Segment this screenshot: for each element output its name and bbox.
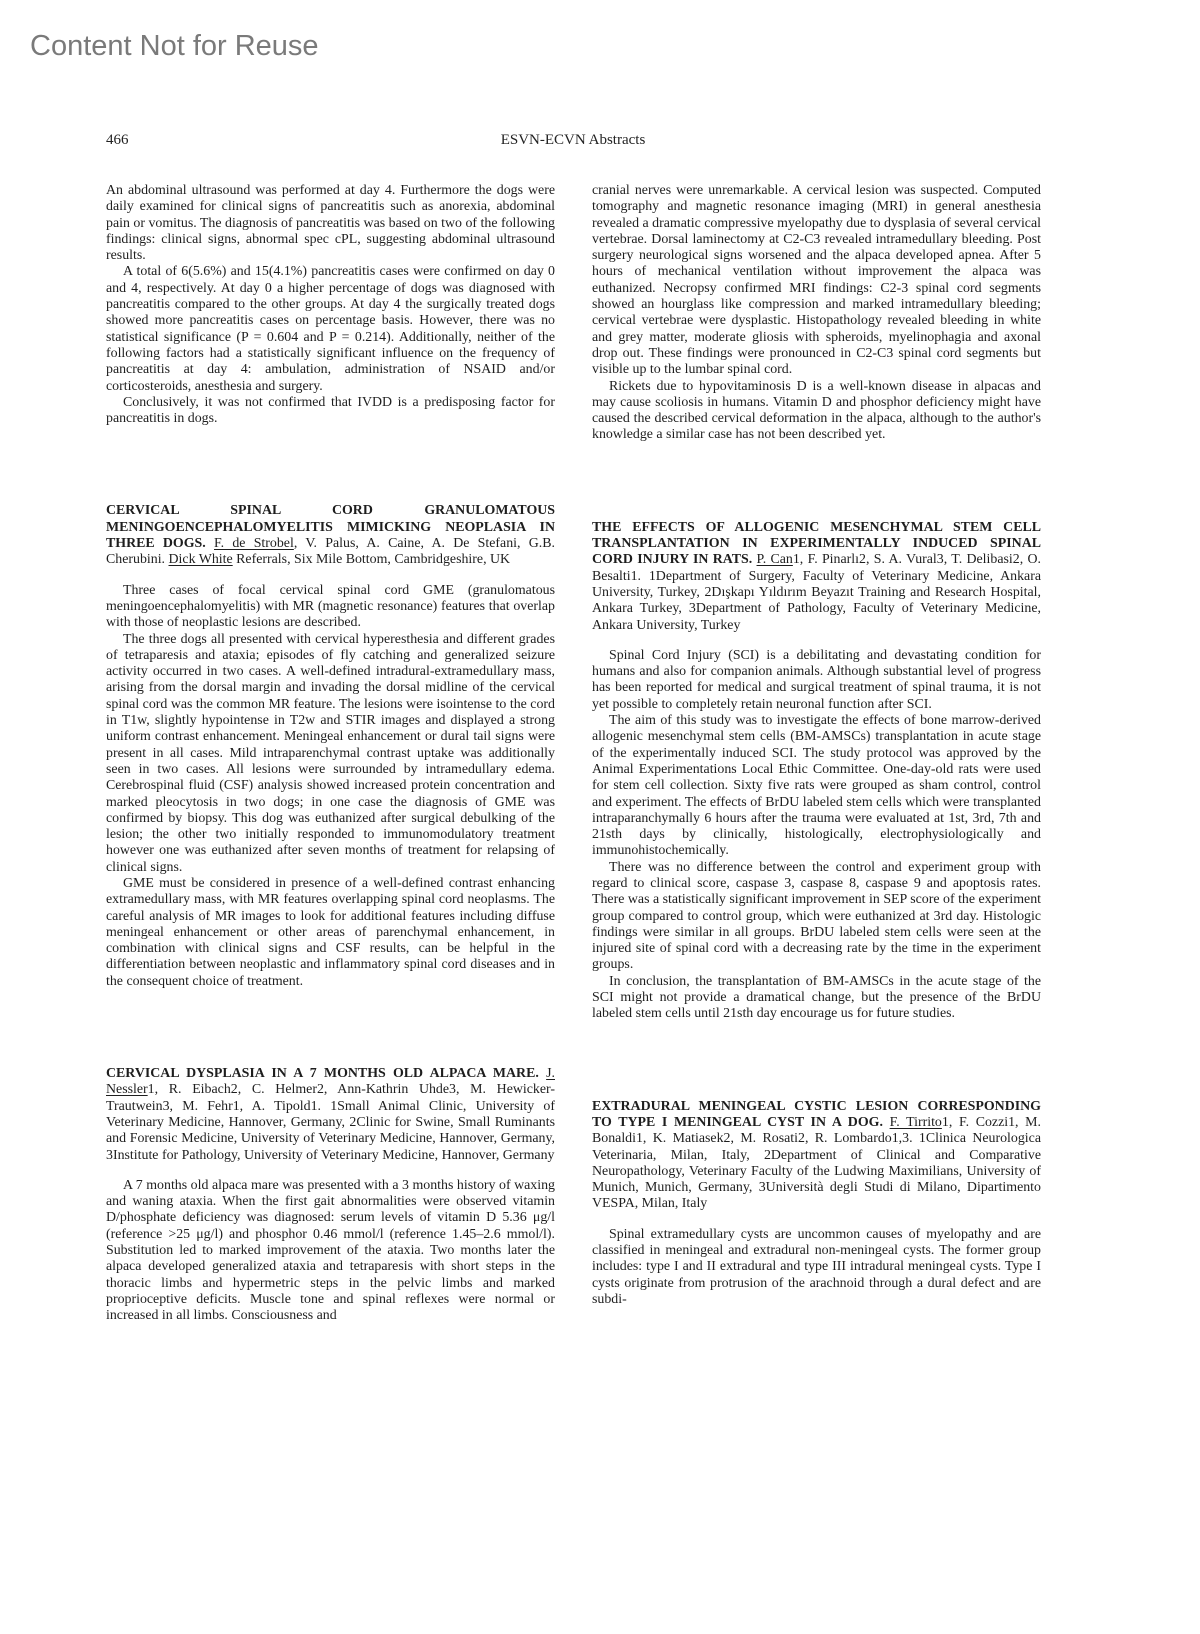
presenting-author: P. Can: [756, 552, 793, 568]
presenting-author: F. de Strobel: [214, 536, 294, 552]
right-column: [592, 183, 1041, 1308]
body-paragraph: A 7 months old alpaca mare was presented with a 3 months history of waxing and waning ataxia. When the first gait abnormalities were observed vitamin D/phosphate deficiency was diagnosed: serum levels of vitamin D 5.36 μg/l (reference >25 μg/l) and phosphor 0.46 mmol/l (reference 1.45–2.6 mmol/l). Substitution led to marked improvement of the ataxia. Two months later the alpaca developed generalized ataxia and tetraparesis with short steps in the thoracic limbs and hypermetric steps in the pelvic limbs and marked proprioceptive deficits. Muscle tone and spinal reflexes were normal or increased in all limbs. Consciousness and: [106, 1177, 555, 1324]
journal-title: ESVN-ECVN Abstracts: [500, 132, 646, 148]
author-list: , V. Palus, A. Caine, A. De Stefani, G.B. Cherubini.: [106, 536, 555, 568]
presenting-author: J. Nessler: [106, 1066, 555, 1098]
abstract-title: THE EFFECTS OF ALLOGENIC MESENCHYMAL STEM CELL TRANSPLANTATION IN EXPERIMENTALLY INDUCED SPINAL CORD INJURY IN RATS.: [592, 519, 1041, 568]
body-paragraph: There was no difference between the control and experiment group with regard to clinical score, caspase 3, caspase 8, caspase 9 and apoptosis rates. There was a statistically significant improvement in SEP score of the experiment group compared to control group, which were euthanized at 3rd day. Histologic findings were similar in all groups. BrDU labeled stem cells were seen at the injured site of spinal cord with a decreasing rate by the time in the experiment groups.: [592, 859, 1041, 973]
author-list: 1, R. Eibach2, C. Helmer2, Ann-Kathrin Uhde3, M. Hewicker-Trautwein3, M. Fehr1, A. Tipold1. 1Small Animal Clinic, University of Veterinary Medicine, Hannover, Germany, 2Clinic for Swine, Small Ruminants and Forensic Medicine, University of Veterinary Medicine, Hannover, Germany, 3Institute for Pathology, University of Veterinary Medicine, Hannover, Germany: [106, 1082, 555, 1163]
running-header: [106, 132, 1040, 152]
body-paragraph: A total of 6(5.6%) and 15(4.1%) pancreatitis cases were confirmed on day 0 and 4, respectively. At day 0 a higher percentage of dogs was diagnosed with pancreatitis compared to the other groups. At day 4 the surgically treated dogs showed more pancreatitis cases on percentage basis. However, there was no statistical significance (P = 0.604 and P = 0.214). Additionally, neither of the following factors had a statistically significant influence on the frequency of pancreatitis at day 4: ambulation, administration of NSAID and/or corticosteroids, anesthesia and surgery.: [106, 264, 555, 394]
body-paragraph: The aim of this study was to investigate the effects of bone marrow-derived allogenic mesenchymal stem cells (BM-AMSCs) transplantation in acute stage of the experimentally induced SCI. The study protocol was approved by the Animal Experimentations Local Ethic Committee. One-day-old rats were used for stem cell collection. Sixty five rats were grouped as sham control, control and experiment. The effects of BrDU labeled stem cells which were transplanted intraparanchymally 6 hours after the trauma were evaluated at 1st, 3rd, 7th and 21sth days by clinically, histologically, electrophysiologically and immunohistochemically.: [592, 713, 1041, 859]
abstract-title: CERVICAL DYSPLASIA IN A 7 MONTHS OLD ALPACA MARE.: [106, 1066, 539, 1082]
abstract-title: CERVICAL SPINAL CORD GRANULOMATOUS MENINGOENCEPHALOMYELITIS MIMICKING NEOPLASIA IN THREE DOGS.: [106, 503, 555, 552]
abstract-title: EXTRADURAL MENINGEAL CYSTIC LESION CORRESPONDING TO TYPE I MENINGEAL CYST IN A DOG.: [592, 1098, 1041, 1130]
affiliation-presenter: Dick White: [168, 552, 233, 568]
body-paragraph: GME must be considered in presence of a well-defined contrast enhancing extramedullary mass, with MR features overlapping spinal cord neoplasms. The careful analysis of MR images to look for additional features including diffuse meningeal enhancement or other areas of parenchymal enhancement, in combination with clinical signs and CSF results, can be helpful in the differentiation between neoplastic and inflammatory spinal cord diseases and in the consequent choice of treatment.: [106, 875, 555, 989]
affiliation: Referrals, Six Mile Bottom, Cambridgeshire, UK: [232, 552, 511, 568]
body-paragraph: Rickets due to hypovitaminosis D is a well-known disease in alpacas and may cause scoliosis in humans. Vitamin D and phosphor deficiency might have caused the described cervical deformation in the alpaca, although to the author's knowledge a similar case has not been described yet.: [592, 378, 1041, 443]
presenting-author: F. Tirrito: [889, 1114, 942, 1130]
watermark: Content Not for Reuse: [30, 30, 319, 62]
body-paragraph: Three cases of focal cervical spinal cord GME (granulomatous meningoencephalomyelitis) with MR (magnetic resonance) features that overlap with those of neoplastic lesions are described.: [106, 582, 555, 631]
abstract-heading: [592, 520, 1041, 634]
abstract-heading: [592, 1099, 1041, 1213]
body-paragraph: Conclusively, it was not confirmed that IVDD is a predisposing factor for pancreatitis in dogs.: [106, 394, 555, 427]
left-column: [106, 183, 555, 1325]
body-paragraph: In conclusion, the transplantation of BM-AMSCs in the acute stage of the SCI might not provide a dramatical change, but the presence of the BrDU labeled stem cells until 21sth day encourage us for future studies.: [592, 973, 1041, 1022]
author-list: 1, F. Pinarlı2, S. A. Vural3, T. Delibasi2, O. Besalti1. 1Department of Surgery, Faculty of Veterinary Medicine, Ankara University, Turkey, 2Dışkapı Yıldırım Beyazıt Training and Research Hospital, Ankara Turkey, 3Department of Pathology, Faculty of Veterinary Medicine, Ankara University, Turkey: [592, 552, 1041, 633]
body-paragraph: An abdominal ultrasound was performed at day 4. Furthermore the dogs were daily examined for clinical signs of pancreatitis such as anorexia, abdominal pain or vomitus. The diagnosis of pancreatitis was based on two of the following findings: clinical signs, abnormal spec cPL, suggesting abdominal ultrasound results.: [106, 183, 555, 264]
body-paragraph: Spinal Cord Injury (SCI) is a debilitating and devastating condition for humans and also for companion animals. Although substantial level of progress has been reported for medical and surgical treatment of spinal trauma, it is not yet possible to completely retain neuronal function after SCI.: [592, 647, 1041, 712]
body-paragraph: cranial nerves were unremarkable. A cervical lesion was suspected. Computed tomography and magnetic resonance imaging (MRI) in general anesthesia revealed a dramatic compressive myelopathy due to dysplasia of several cervical vertebrae. Dorsal laminectomy at C2-C3 revealed intramedullary bleeding. Post surgery neurological signs worsened and the alpaca developed apnea. After 5 hours of mechanical ventilation without improvement the alpaca was euthanized. Necropsy confirmed MRI findings: C2-3 spinal cord segments showed an hourglass like compression and marked intramedullary bleeding; cervical vertebrae were dysplastic. Histopathology revealed bleeding in white and grey matter, moderate gliosis with spheroids, myelinophagia and axonal drop out. These findings were pronounced in C2-C3 spinal cord segments but visible up to the lumbar spinal cord.: [592, 183, 1041, 378]
body-paragraph: The three dogs all presented with cervical hyperesthesia and different grades of tetraparesis and ataxia; episodes of fly catching and generalized seizure activity occurred in two cases. A well-defined intradural-extramedullary mass, arising from the dorsal margin and invading the dorsal midline of the cervical spinal cord was the common MR feature. The lesions were isointense to the cord in T1w, slightly hypointense in T2w and STIR images and displayed a strong uniform contrast enhancement. Meningeal enhancement or dural tail signs were present in all cases. Mild intraparenchymal contrast uptake was additionally seen in two cases. All lesions were surrounded by intramedullary edema. Cerebrospinal fluid (CSF) analysis showed increased protein concentration and marked pleocytosis in two dogs; in one case the diagnosis of GME was confirmed by biopsy. This dog was euthanized after surgical debulking of the lesion; the other two initially responded to immunomodulatory treatment however one was euthanized after seven months of treatment for relapsing of clinical signs.: [106, 631, 555, 875]
author-list: 1, F. Cozzi1, M. Bonaldi1, K. Matiasek2, M. Rosati2, R. Lombardo1,3. 1Clinica Neurologica Veterinaria, Milan, Italy, 2Department of Clinical and Comparative Neuropathology, Veterinary Faculty of the Ludwing Maximilians, University of Munich, Munich, Germany, 3Università degli Studi di Milano, Dipartimento VESPA, Milan, Italy: [592, 1114, 1041, 1212]
abstract-heading: [106, 503, 555, 568]
abstract-heading: [106, 1066, 555, 1164]
body-paragraph: Spinal extramedullary cysts are uncommon causes of myelopathy and are classified in meningeal and extradural non-meningeal cysts. The former group includes: type I and II extradural and type III intradural meningeal cysts. Type I cysts originate from protrusion of the arachnoid through a dural defect and are subdi-: [592, 1226, 1041, 1307]
page-number: 466: [106, 132, 129, 148]
